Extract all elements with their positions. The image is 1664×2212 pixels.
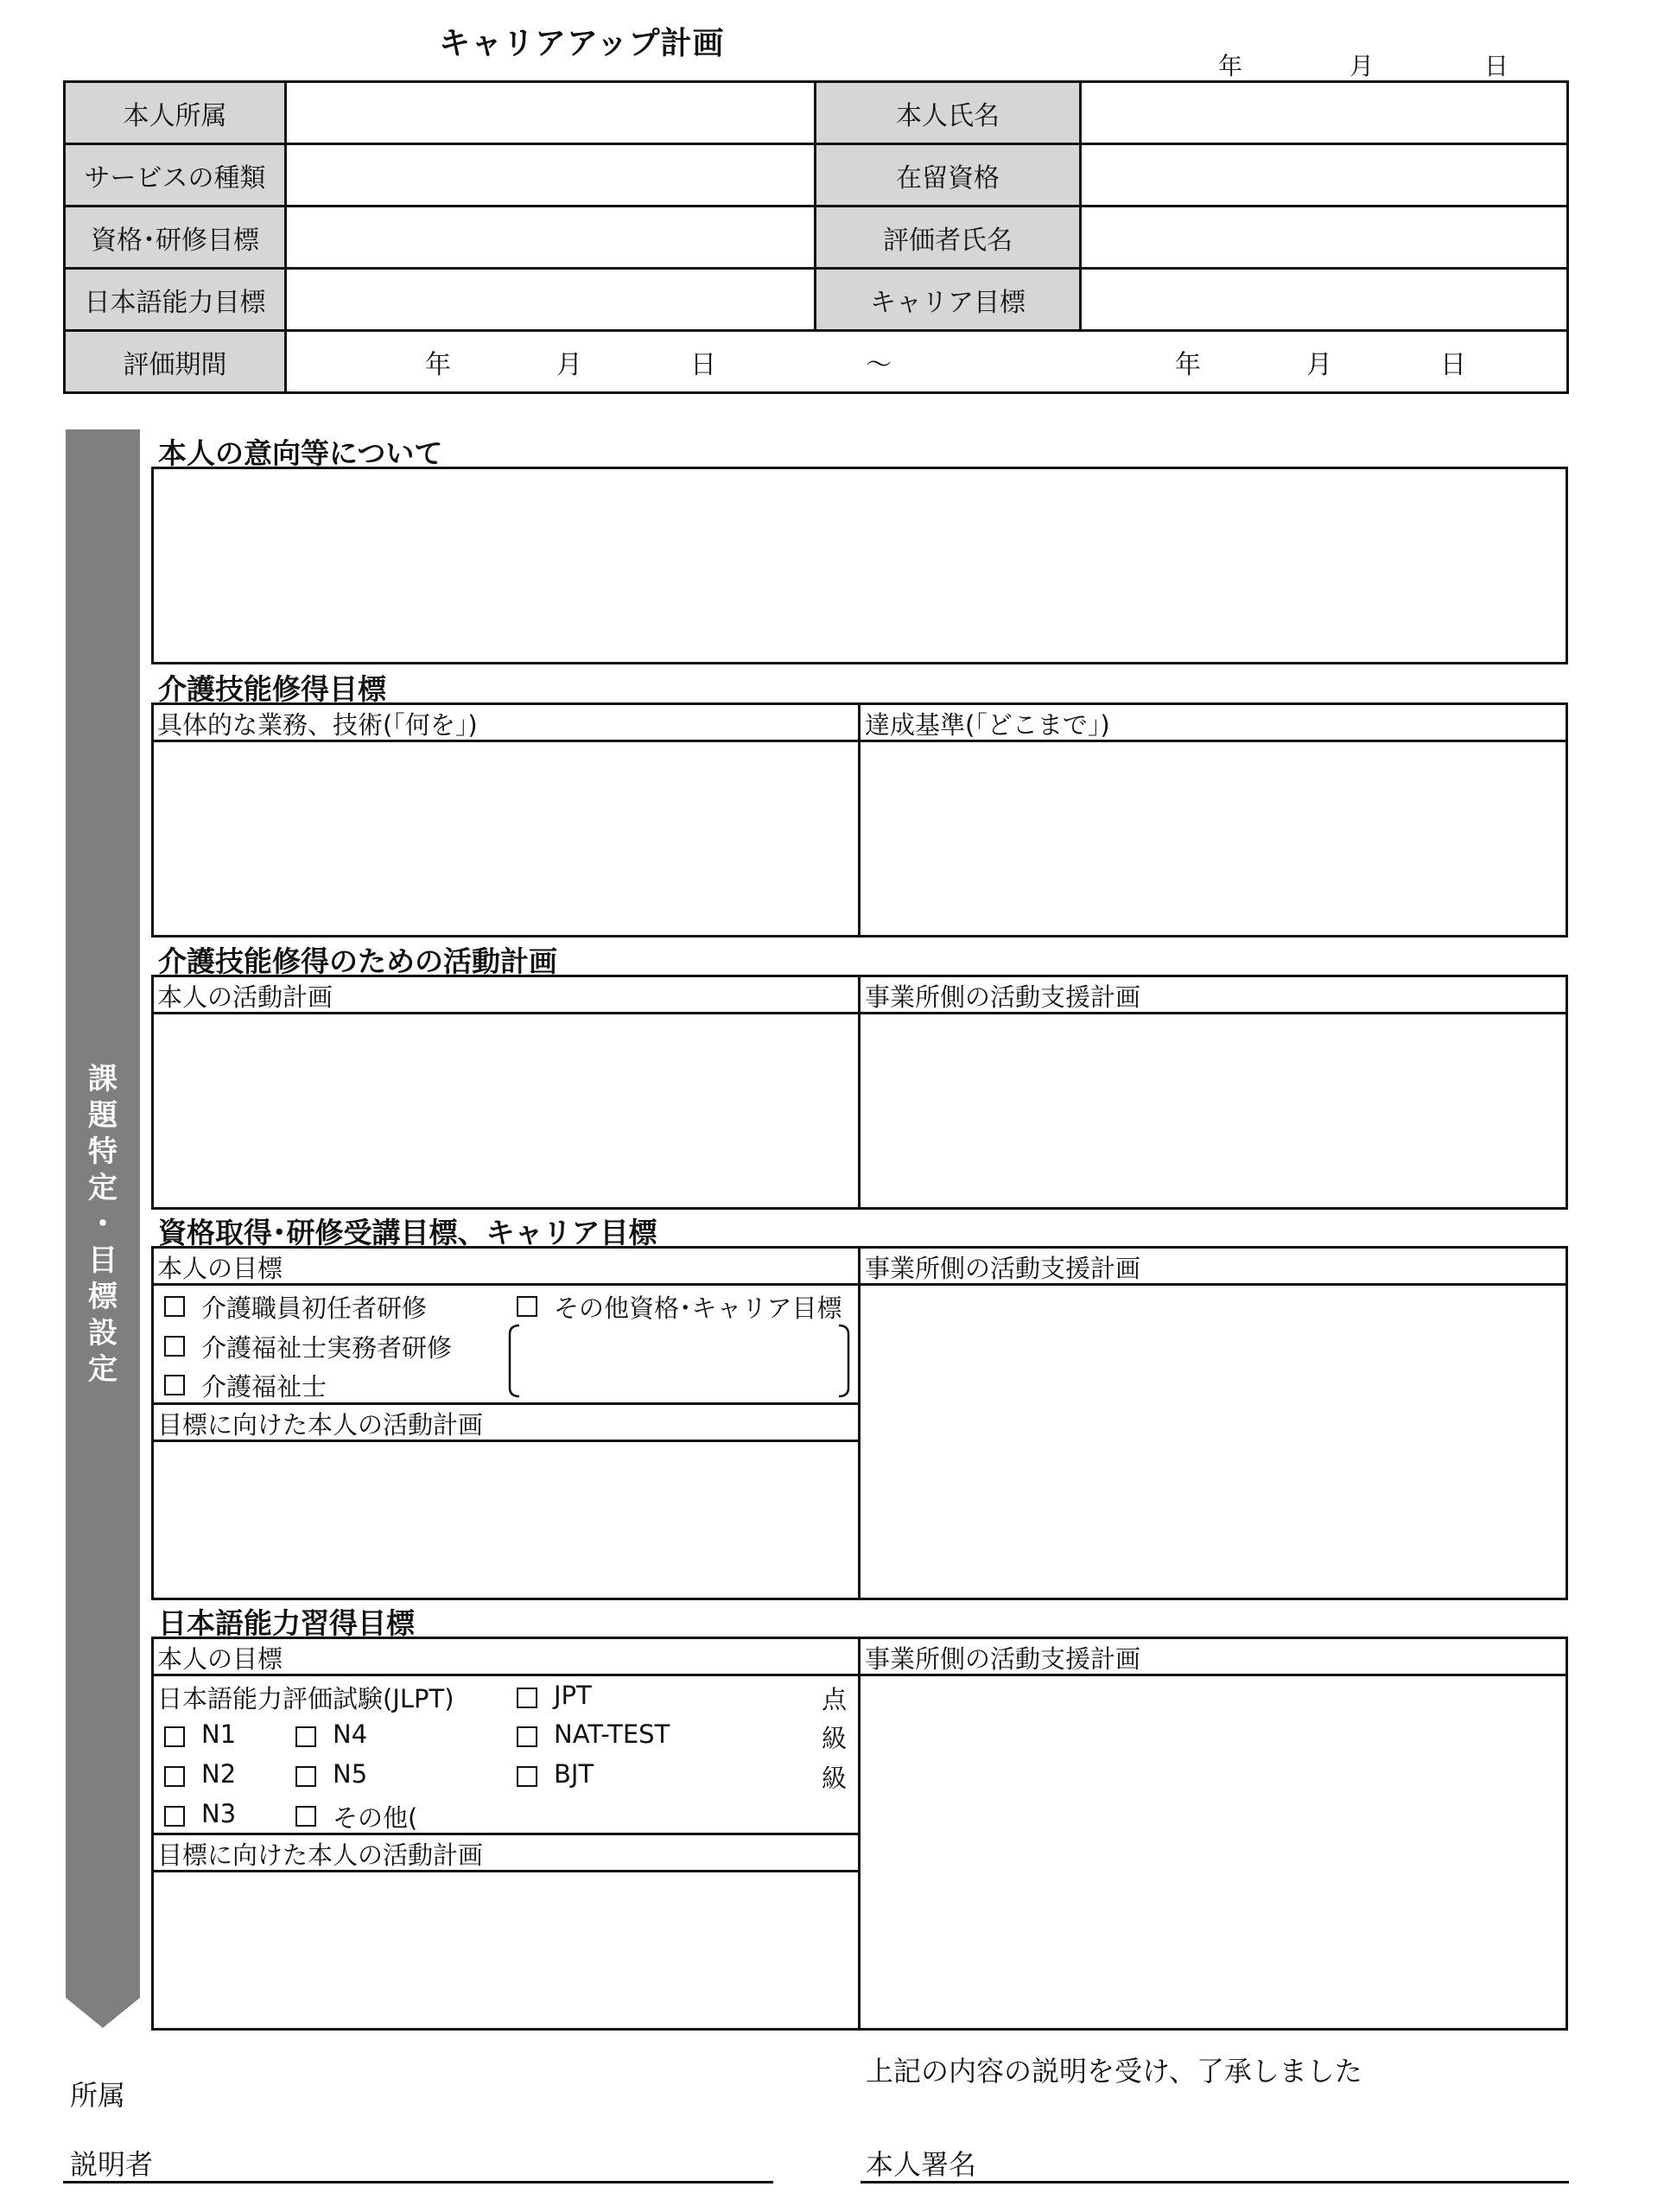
qual-goal-heading: 資格取得･研修受講目標、キャリア目標 [158,1216,657,1249]
option-care-worker: 介護福祉士 [201,1372,327,1402]
page-title: キャリアアップ計画 [439,26,725,61]
level-n2: N2 [201,1759,237,1789]
signature-line[interactable] [861,2181,1569,2183]
japanese-field[interactable] [286,269,816,331]
jlpt-label: 日本語能力評価試験(JLPT) [157,1684,454,1713]
unit-grade: 級 [822,1724,848,1753]
qualification-label: 資格･研修目標 [65,207,286,269]
header-table [63,80,1569,394]
divider [858,1246,861,1600]
checkbox-n5[interactable] [295,1766,316,1787]
consent-text: 上記の内容の説明を受け、了承しました [866,2055,1362,2088]
care-goal-col2: 達成基準(「どこまで」) [865,710,1110,740]
qual-goal-col2: 事業所側の活動支援計画 [865,1254,1141,1283]
test-nat-test: NAT-TEST [554,1719,670,1749]
checkbox-practitioner-training[interactable] [164,1336,185,1357]
service-label: サービスの種類 [65,144,286,207]
jp-activity-label: 目標に向けた本人の活動計画 [157,1840,484,1870]
unit-grade: 級 [822,1764,848,1793]
divider [858,975,861,1210]
date-day: 日 [1484,52,1509,80]
affiliation-field[interactable] [286,82,816,144]
care-goal-heading: 介護技能修得目標 [158,672,386,706]
qualification-field[interactable] [286,207,816,269]
period-tilde: ～ [866,349,892,380]
level-n5: N5 [333,1759,368,1789]
qual-activity-label: 目標に向けた本人の活動計画 [157,1410,484,1440]
intent-heading: 本人の意向等について [158,436,443,470]
care-plan-col2: 事業所側の活動支援計画 [865,982,1141,1012]
unit-points: 点 [822,1685,848,1714]
career-label: キャリア目標 [816,269,1081,331]
care-goal-col1: 具体的な業務、技術(「何を」) [157,710,478,740]
care-plan-col1: 本人の活動計画 [157,982,333,1012]
residence-label: 在留資格 [816,144,1081,207]
period-end-month: 月 [1306,349,1332,380]
period-start-year: 年 [425,349,451,380]
checkbox-level-other[interactable] [295,1806,316,1827]
checkbox-bjt[interactable] [517,1766,537,1787]
test-jpt: JPT [554,1681,592,1710]
checkbox-nat-test[interactable] [517,1726,537,1747]
affiliation-label: 本人所属 [65,82,286,144]
service-field[interactable] [286,144,816,207]
japanese-label: 日本語能力目標 [65,269,286,331]
explainer-signature-line[interactable] [63,2181,773,2183]
intent-box[interactable] [151,467,1568,664]
checkbox-care-worker[interactable] [164,1375,185,1395]
side-bar-label: 課 題 特 定 ・ 目 標 設 定 [88,1062,117,1387]
checkbox-n1[interactable] [164,1726,185,1747]
test-bjt: BJT [554,1759,594,1789]
affiliation-footer-label: 所属 [70,2079,126,2112]
level-n4: N4 [333,1719,368,1749]
period-start-day: 日 [690,349,716,380]
name-field[interactable] [1081,82,1568,144]
level-n1: N1 [201,1719,237,1749]
period-end-year: 年 [1175,349,1201,380]
period-field[interactable] [286,331,1568,393]
signature-label: 本人署名 [866,2148,977,2181]
evaluator-label: 評価者氏名 [816,207,1081,269]
divider [151,1833,860,1835]
period-label: 評価期間 [65,331,286,393]
checkbox-n4[interactable] [295,1726,316,1747]
career-field[interactable] [1081,269,1568,331]
jp-goal-col2: 事業所側の活動支援計画 [865,1644,1141,1674]
name-label: 本人氏名 [816,82,1081,144]
period-end-day: 日 [1440,349,1466,380]
level-other: その他( [333,1803,418,1833]
level-n3: N3 [201,1799,237,1828]
option-practitioner-training: 介護福祉士実務者研修 [201,1333,453,1363]
divider [858,702,861,938]
checkbox-other-qualification[interactable] [517,1296,537,1317]
explainer-label: 説明者 [70,2148,154,2181]
other-qualification-bracket[interactable] [505,1322,853,1400]
date-month: 月 [1350,52,1375,80]
option-other-qualification: その他資格･キャリア目標 [554,1294,842,1323]
date-year: 年 [1218,52,1243,80]
jp-goal-heading: 日本語能力習得目標 [158,1606,415,1640]
jp-goal-col1: 本人の目標 [157,1644,283,1674]
residence-field[interactable] [1081,144,1568,207]
qual-goal-col1: 本人の目標 [157,1254,283,1283]
checkbox-jpt[interactable] [517,1688,537,1708]
option-beginner-training: 介護職員初任者研修 [201,1294,428,1323]
checkbox-n3[interactable] [164,1806,185,1827]
checkbox-beginner-training[interactable] [164,1296,185,1317]
period-start-month: 月 [556,349,582,380]
checkbox-n2[interactable] [164,1766,185,1787]
evaluator-field[interactable] [1081,207,1568,269]
care-plan-heading: 介護技能修得のための活動計画 [158,944,557,978]
